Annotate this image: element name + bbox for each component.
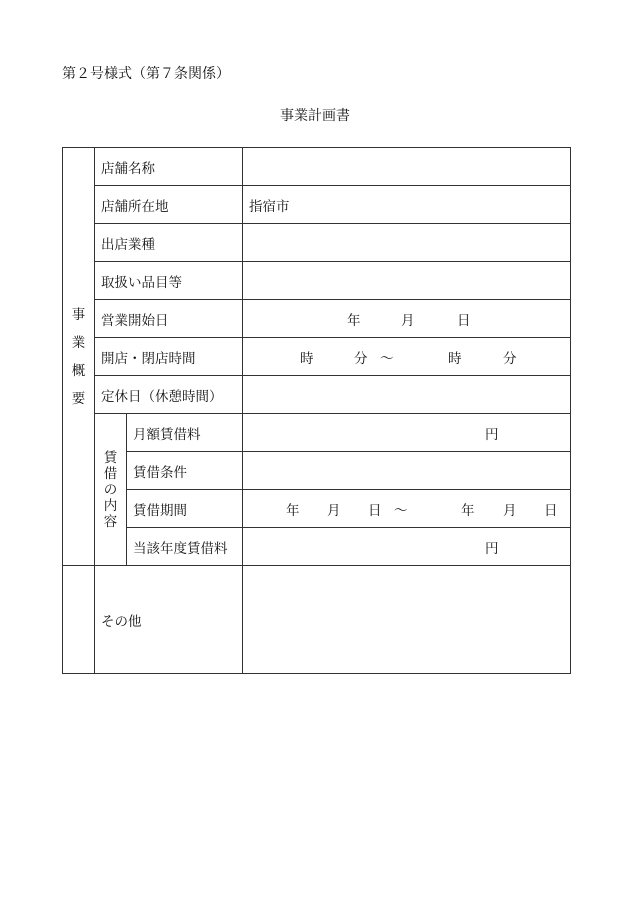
table-row — [63, 490, 571, 528]
month-unit: 月 — [503, 502, 517, 519]
year-unit: 年 — [461, 502, 475, 519]
vertical-char: 要 — [71, 390, 86, 407]
rent-conditions-field[interactable] — [243, 452, 571, 490]
monthly-rent-field[interactable] — [243, 414, 571, 452]
range-separator: ～ — [394, 502, 408, 519]
business-hours-label: 開店・閉店時間 — [95, 338, 243, 376]
yen-unit: 円 — [485, 426, 499, 443]
table-row — [63, 338, 571, 376]
table-row — [63, 528, 571, 566]
holidays-label: 定休日（休憩時間） — [95, 376, 243, 414]
vertical-char: 事 — [71, 306, 86, 323]
table-row — [63, 186, 571, 224]
other-label: その他 — [95, 566, 243, 674]
minute-unit: 分 — [354, 350, 368, 367]
yen-unit: 円 — [485, 540, 499, 557]
rent-period-field[interactable] — [243, 490, 571, 528]
opening-date-label: 営業開始日 — [95, 300, 243, 338]
rent-period-label: 賃借期間 — [127, 490, 243, 528]
items-handled-label: 取扱い品目等 — [95, 262, 243, 300]
vertical-char: 賃 — [103, 449, 118, 466]
business-hours-field[interactable] — [243, 338, 571, 376]
day-unit: 日 — [544, 502, 558, 519]
table-row — [63, 452, 571, 490]
form-number-label: 第２号様式（第７条関係） — [62, 66, 230, 82]
hour-unit: 時 — [448, 350, 462, 367]
rent-conditions-label: 賃借条件 — [127, 452, 243, 490]
year-unit: 年 — [286, 502, 300, 519]
table-row — [63, 566, 571, 674]
vertical-char: 業 — [71, 334, 86, 351]
table-row — [63, 262, 571, 300]
store-location-label: 店舗所在地 — [95, 186, 243, 224]
business-type-field[interactable] — [243, 224, 571, 262]
vertical-char: の — [103, 481, 118, 498]
day-unit: 日 — [457, 312, 471, 329]
table-row — [63, 224, 571, 262]
table-row — [63, 376, 571, 414]
table-row — [63, 148, 571, 186]
store-location-field[interactable]: 指宿市 — [243, 186, 571, 224]
hour-unit: 時 — [300, 350, 314, 367]
fiscal-year-rent-field[interactable] — [243, 528, 571, 566]
day-unit: 日 — [368, 502, 382, 519]
store-name-field[interactable] — [243, 148, 571, 186]
month-unit: 月 — [327, 502, 341, 519]
opening-date-field[interactable] — [243, 300, 571, 338]
other-field[interactable] — [243, 566, 571, 674]
table-row — [63, 414, 571, 452]
year-unit: 年 — [347, 312, 361, 329]
business-type-label: 出店業種 — [95, 224, 243, 262]
vertical-char: 内 — [103, 497, 118, 514]
vertical-char: 借 — [103, 465, 118, 482]
business-plan-table — [62, 147, 571, 674]
monthly-rent-label: 月額賃借料 — [127, 414, 243, 452]
store-name-label: 店舗名称 — [95, 148, 243, 186]
holidays-field[interactable] — [243, 376, 571, 414]
minute-unit: 分 — [503, 350, 517, 367]
month-unit: 月 — [401, 312, 415, 329]
document-title: 事業計画書 — [280, 108, 350, 124]
vertical-char: 概 — [71, 362, 86, 379]
table-row — [63, 300, 571, 338]
empty-cell — [63, 566, 95, 674]
vertical-char: 容 — [103, 513, 118, 530]
fiscal-year-rent-label: 当該年度賃借料 — [127, 528, 243, 566]
range-separator: ～ — [380, 350, 394, 367]
items-handled-field[interactable] — [243, 262, 571, 300]
rent-details-section-label — [95, 414, 127, 566]
business-overview-section-label — [63, 148, 95, 566]
